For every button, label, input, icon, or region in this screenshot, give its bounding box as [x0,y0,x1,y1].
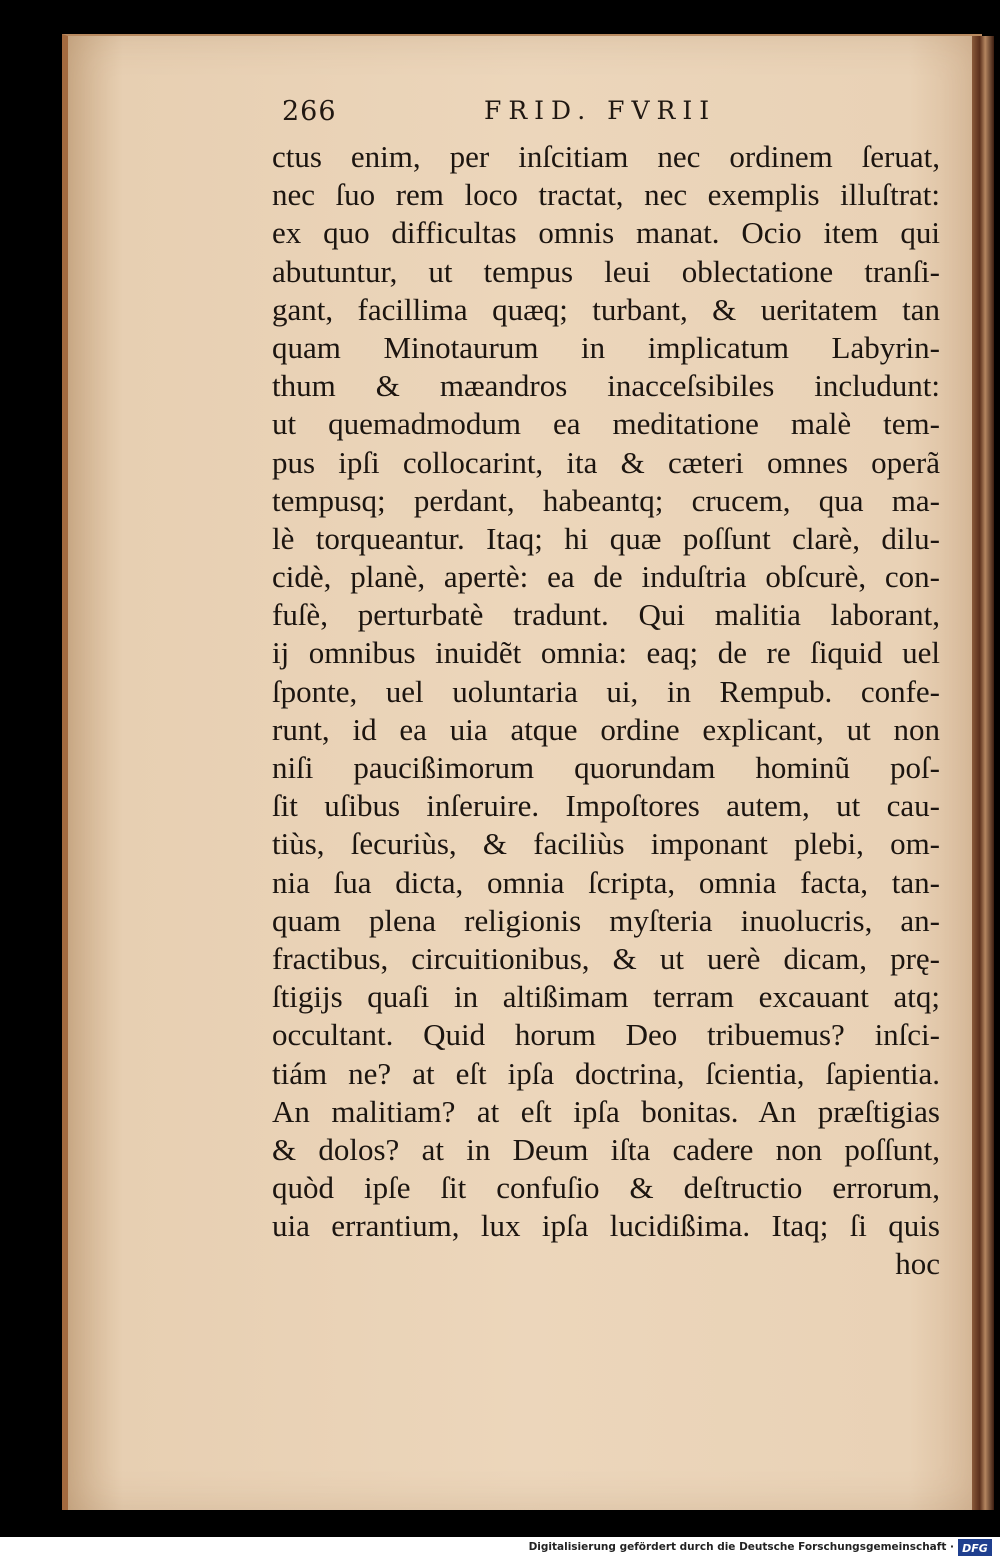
text-line: niſi paucißimorum quorundam hominũ poſ- [272,750,940,785]
text-line: gant, facillima quæq; turbant, & ueritatem tan [272,291,940,327]
text-line: lè torqueantur. Itaq; hi quæ poſſunt clarè, dilu- [272,520,940,556]
text-line: quam Minotaurum in implicatum Labyrin- [272,329,940,365]
body-text [272,138,940,1284]
text-line: pus ipſi collocarint, ita & cæteri omnes operã [272,444,940,480]
text-line: ſtigijs quaſi in altißimam terram excauant atq; [272,979,940,1015]
text-line: ſponte, uel uoluntaria ui, in Rempub. confe- [272,673,940,709]
text-line: & dolos? at in Deum iſta cadere non poſſunt, [272,1131,940,1167]
text-line: tiám ne? at eſt ipſa doctrina, ſcientia, ſapientia. [272,1055,940,1091]
digitization-footer [0,1537,1000,1560]
text-line: occultant. Quid horum Deo tribuemus? inſci- [272,1017,940,1053]
text-line: thum & mæandros inacceſsibiles includunt: [272,368,940,404]
text-line: ex quo difficultas omnis manat. Ocio item qui [272,215,940,251]
text-line: cidè, planè, apertè: ea de induſtria obſcurè, con- [272,559,940,595]
funding-credit: Digitalisierung gefördert durch die Deutsche Forschungsgemeinschaft · [528,1541,954,1553]
text-line: hoc [895,1246,940,1282]
text-line: quam plena religionis myſteria inuolucris, an- [272,902,940,938]
text-line: fuſè, perturbatè tradunt. Qui malitia laborant, [272,597,940,633]
page-edge [972,36,994,1510]
text-line: quòd ipſe ſit confuſio & deſtructio errorum, [272,1170,940,1206]
text-line: nia ſua dicta, omnia ſcripta, omnia facta, tan- [272,864,940,900]
text-line: ut quemadmodum ea meditatione malè tem- [272,406,940,442]
text-line: tempusq; perdant, habeantq; crucem, qua ma- [272,482,940,518]
text-line: tiùs, ſecuriùs, & faciliùs imponant plebi, om- [272,826,940,862]
text-line: abutuntur, ut tempus leui oblectatione tranſi- [272,253,940,289]
text-line: runt, id ea uia atque ordine explicant, ut non [272,711,940,747]
text-line: nec ſuo rem loco tractat, nec exemplis illuſtrat: [272,177,940,213]
text-line: ij omnibus inuidẽt omnia: eaq; de re ſiquid uel [272,635,940,671]
text-line: ſit uſibus inſeruire. Impoſtores autem, ut cau- [272,788,940,824]
page-number: 266 [282,96,337,127]
text-line: An malitiam? at eſt ipſa bonitas. An præſtigias [272,1093,940,1129]
text-line: ctus enim, per inſcitiam nec ordinem ſeruat, [272,139,940,174]
running-head: FRID. FVRII [484,96,717,125]
text-line: uia errantium, lux ipſa lucidißima. Itaq; ſi quis [272,1208,940,1244]
dfg-logo-text: DFG [962,1542,988,1555]
dfg-logo [958,1539,992,1556]
page-header [282,96,752,136]
text-line: fractibus, circuitionibus, & ut uerè dicam, prę- [272,940,940,976]
